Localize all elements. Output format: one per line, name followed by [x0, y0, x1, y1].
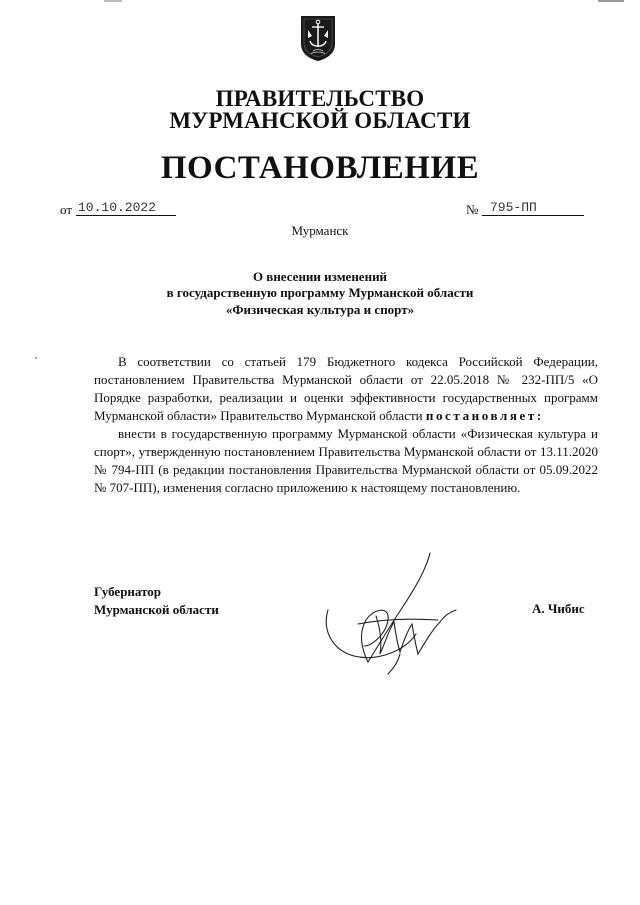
city-name: Мурманск — [291, 223, 349, 238]
number-value: 795-ПП — [482, 200, 584, 216]
signatory-name: А. Чибис — [532, 601, 585, 616]
resolves-word: постановляет: — [425, 408, 544, 423]
subject-line2: в государственную программу Мурманской области — [166, 285, 474, 300]
signatory-title-line2: Мурманской области — [94, 602, 219, 617]
document-body — [94, 353, 598, 497]
document-type-title: ПОСТАНОВЛЕНИЕ — [160, 150, 480, 186]
signatory-title-line1: Губернатор — [94, 584, 162, 599]
org-name-line2: МУРМАНСКОЙ ОБЛАСТИ — [169, 108, 471, 133]
subject-line1: О внесении изменений — [252, 269, 388, 284]
scan-artifact-top — [598, 0, 624, 2]
handwritten-signature — [318, 550, 468, 680]
body-paragraph-1 — [94, 353, 598, 425]
signatory-title — [94, 583, 219, 619]
number-prefix: № — [466, 202, 479, 217]
date-prefix: от — [60, 202, 73, 217]
coat-of-arms-icon — [298, 14, 338, 62]
org-name-line1: ПРАВИТЕЛЬСТВО — [215, 86, 425, 111]
scan-artifact-left — [104, 0, 122, 2]
subject-line3: «Физическая культура и спорт» — [225, 302, 415, 317]
preamble-text: В соответствии со статьей 179 Бюджетного кодекса Российской Федерации, постановлением Правительства Мурманской области от 22.05.2018 № 232-ПП/5 «О Порядке разработки, реализации и оценки эффективности государственных программ Мурманской области» Правительство Мурманской области — [94, 354, 598, 423]
body-paragraph-2: внести в государственную программу Мурманской области «Физическая культура и спорт», утвержденную постановлением Правительства Мурманской области от 13.11.2020 № 794-ПП (в редакции постановления Правительства Мурманской области от 05.09.2022 № 707-ПП), изменения согласно приложению к настоящему постановлению. — [94, 426, 598, 495]
date-value: 10.10.2022 — [76, 200, 176, 216]
scan-artifact-dot — [35, 357, 37, 359]
